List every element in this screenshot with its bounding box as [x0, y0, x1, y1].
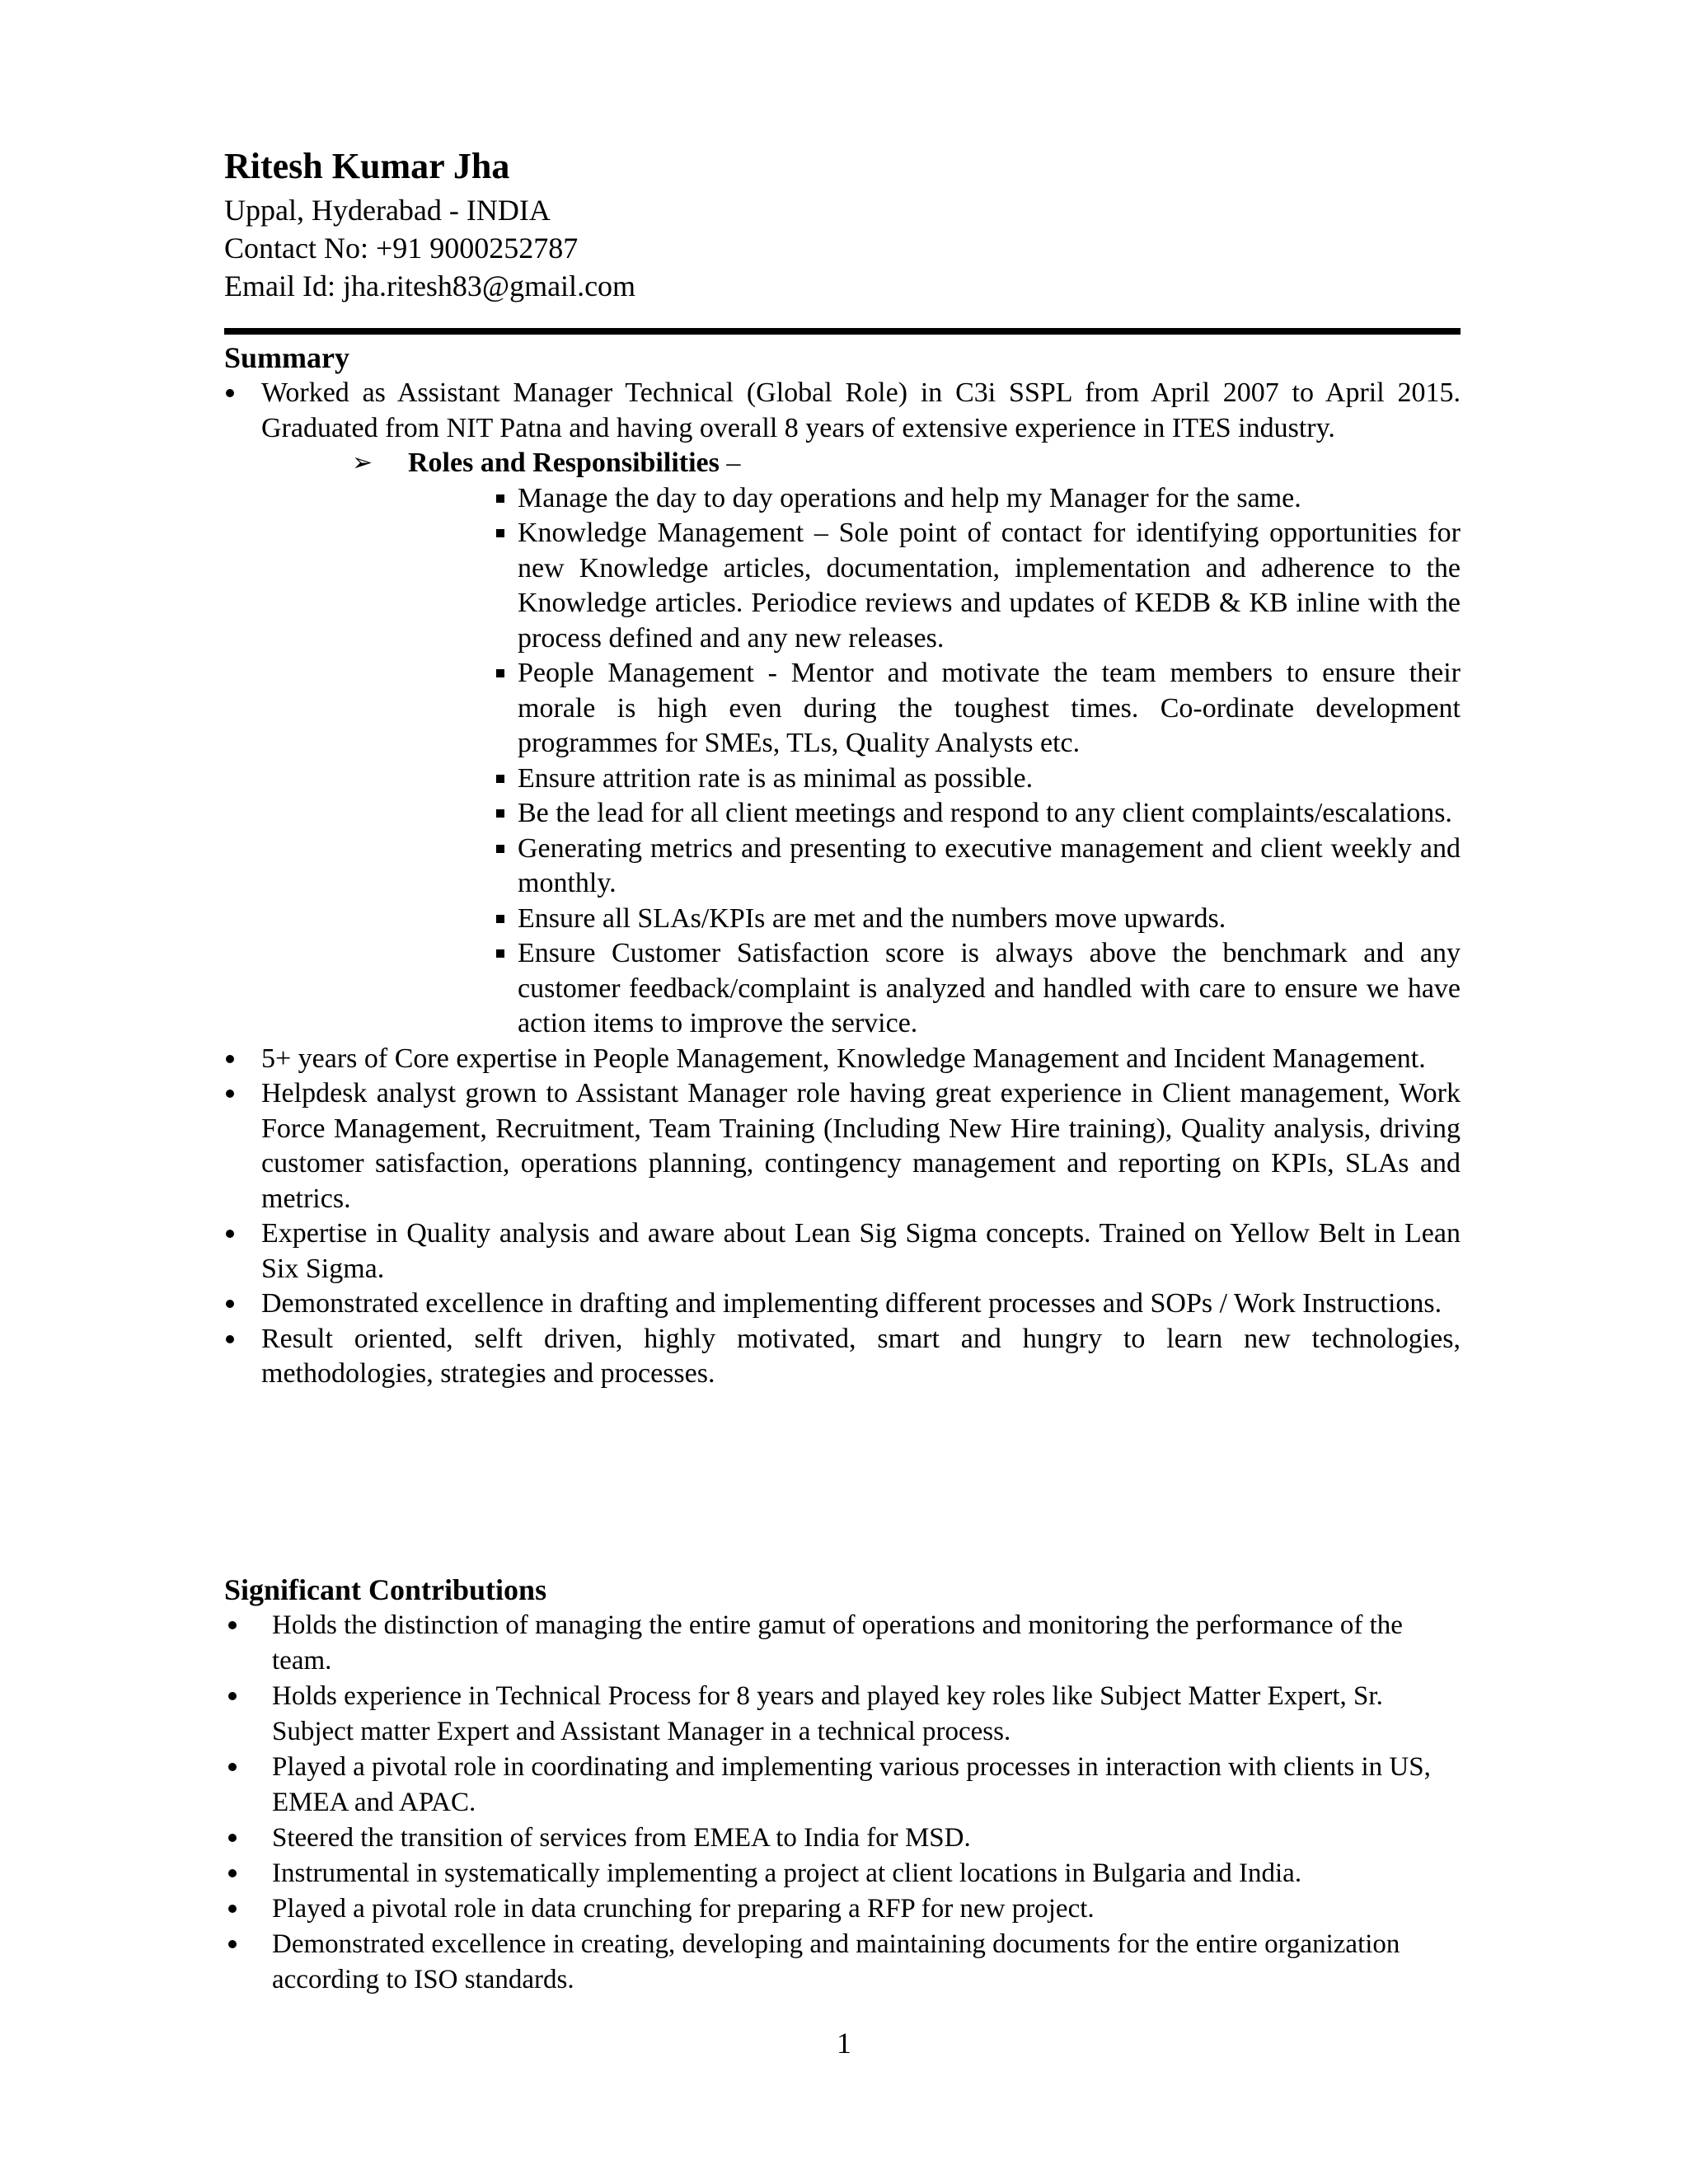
- list-item: [224, 1286, 1461, 1322]
- bullet-icon: [228, 1763, 237, 1771]
- role-text: Manage the day to day operations and help my Manager for the same.: [518, 482, 1301, 513]
- square-bullet-icon: [496, 669, 504, 677]
- bullet-icon: [228, 1905, 237, 1913]
- list-item: [224, 376, 1461, 446]
- contribution-text: Played a pivotal role in coordinating and implementing various processes in interaction with clients in US, EMEA and APAC.: [272, 1752, 1431, 1817]
- role-text: Ensure attrition rate is as minimal as possible.: [518, 762, 1034, 794]
- email: Email Id: jha.ritesh83@gmail.com: [224, 269, 636, 302]
- summary-point: 5+ years of Core expertise in People Management, Knowledge Management and Incident Management.: [261, 1043, 1426, 1074]
- square-bullet-icon: [496, 949, 504, 958]
- list-item: [490, 936, 1461, 1042]
- resume-content: [224, 142, 1461, 305]
- list-item: [490, 796, 1461, 832]
- bullet-icon: [228, 1692, 237, 1700]
- list-item: [490, 516, 1461, 656]
- contribution-text: Instrumental in systematically implementing a project at client locations in Bulgaria and India.: [272, 1858, 1302, 1888]
- list-item: [224, 1821, 1461, 1856]
- bullet-icon: [226, 1090, 234, 1098]
- summary-point: Demonstrated excellence in drafting and implementing different processes and SOPs / Work Instructions.: [261, 1288, 1442, 1319]
- role-text: Be the lead for all client meetings and respond to any client complaints/escalations.: [518, 798, 1452, 828]
- page-number: 1: [837, 2027, 851, 2060]
- bullet-icon: [228, 1940, 237, 1948]
- square-bullet-icon: [496, 775, 504, 783]
- summary-point: Result oriented, selft driven, highly motivated, smart and hungry to learn new technologies, methodologies, strategies and processes.: [261, 1323, 1461, 1389]
- bullet-icon: [228, 1834, 237, 1842]
- summary-point: Expertise in Quality analysis and aware about Lean Sig Sigma concepts. Trained on Yellow Belt in Lean Six Sigma.: [261, 1218, 1461, 1284]
- bullet-icon: [228, 1869, 237, 1877]
- contributions-title: Significant Contributions: [224, 1573, 547, 1606]
- summary-title: Summary: [224, 341, 349, 374]
- list-item: [224, 1679, 1461, 1750]
- list-item: [224, 1216, 1461, 1286]
- list-item: [224, 1042, 1461, 1077]
- role-text: Ensure Customer Satisfaction score is always above the benchmark and any customer feedback/complaint is analyzed and handled with care to ensure we have action items to improve the service.: [518, 938, 1461, 1038]
- list-item: [490, 762, 1461, 797]
- square-bullet-icon: [496, 845, 504, 853]
- list-item: [224, 1927, 1461, 1998]
- summary-intro: Worked as Assistant Manager Technical (Global Role) in C3i SSPL from April 2007 to April 2015. Graduated from NIT Patna and having overall 8 years of extensive experience in ITES industry.: [261, 377, 1461, 443]
- square-bullet-icon: [496, 494, 504, 503]
- role-text: Knowledge Management – Sole point of contact for identifying opportunities for new Knowledge articles, documentation, implementation and adherence to the Knowledge articles. Periodice reviews and updates of KEDB & KB inline with the process defined and any new releases.: [518, 518, 1461, 654]
- list-item: [224, 1750, 1461, 1821]
- summary-point: Helpdesk analyst grown to Assistant Manager role having great experience in Client management, Work Force Management, Recruitment, Team Training (Including New Hire training), Quality analysis, driving customer satisfaction, operations planning, contingency management and reporting on KPIs, SLAs and metrics.: [261, 1078, 1461, 1214]
- bullet-icon: [226, 389, 234, 397]
- bullet-icon: [226, 1055, 234, 1063]
- list-item: [224, 1076, 1461, 1216]
- contribution-text: Holds the distinction of managing the entire gamut of operations and monitoring the performance of the team.: [272, 1610, 1403, 1675]
- summary-points-list: [224, 1042, 1461, 1392]
- role-text: Ensure all SLAs/KPIs are met and the numbers move upwards.: [518, 902, 1226, 934]
- contributions-section: [224, 1572, 1461, 1998]
- square-bullet-icon: [496, 915, 504, 923]
- contribution-text: Holds experience in Technical Process for 8 years and played key roles like Subject Matter Expert, Sr. Subject matter Expert and Assistant Manager in a technical process.: [272, 1681, 1383, 1746]
- list-item: [224, 1891, 1461, 1927]
- contact-number: Contact No: +91 9000252787: [224, 232, 579, 265]
- role-text: People Management - Mentor and motivate the team members to ensure their morale is high even during the toughest times. Co-ordinate development programmes for SMEs, TLs, Quality Analysts etc.: [518, 658, 1461, 758]
- list-item: [224, 1322, 1461, 1392]
- header-divider: [224, 328, 1461, 335]
- list-item: [224, 1608, 1461, 1679]
- candidate-name: Ritesh Kumar Jha: [224, 146, 510, 186]
- list-item: [490, 902, 1461, 937]
- bullet-icon: [226, 1335, 234, 1343]
- square-bullet-icon: [496, 529, 504, 537]
- arrow-bullet-icon: ➢: [352, 449, 373, 476]
- roles-dash: –: [719, 448, 741, 478]
- role-text: Generating metrics and presenting to executive management and client weekly and monthly.: [518, 832, 1461, 898]
- contribution-text: Steered the transition of services from EMEA to India for MSD.: [272, 1823, 971, 1853]
- summary-section: [224, 340, 1461, 1392]
- list-item: [490, 832, 1461, 902]
- contribution-text: Played a pivotal role in data crunching for preparing a RFP for new project.: [272, 1894, 1095, 1924]
- roles-title: Roles and Responsibilities: [408, 448, 720, 478]
- list-item: [490, 481, 1461, 517]
- roles-heading: [352, 446, 1461, 481]
- list-item: [490, 656, 1461, 762]
- address: Uppal, Hyderabad - INDIA: [224, 194, 551, 227]
- square-bullet-icon: [496, 809, 504, 818]
- roles-list: [490, 481, 1461, 1042]
- bullet-icon: [226, 1230, 234, 1238]
- summary-list: [224, 376, 1461, 446]
- list-item: [224, 1856, 1461, 1891]
- contributions-list: [224, 1608, 1461, 1998]
- bullet-icon: [228, 1621, 237, 1629]
- bullet-icon: [226, 1300, 234, 1308]
- contribution-text: Demonstrated excellence in creating, developing and maintaining documents for the entire organization according to ISO standards.: [272, 1929, 1400, 1994]
